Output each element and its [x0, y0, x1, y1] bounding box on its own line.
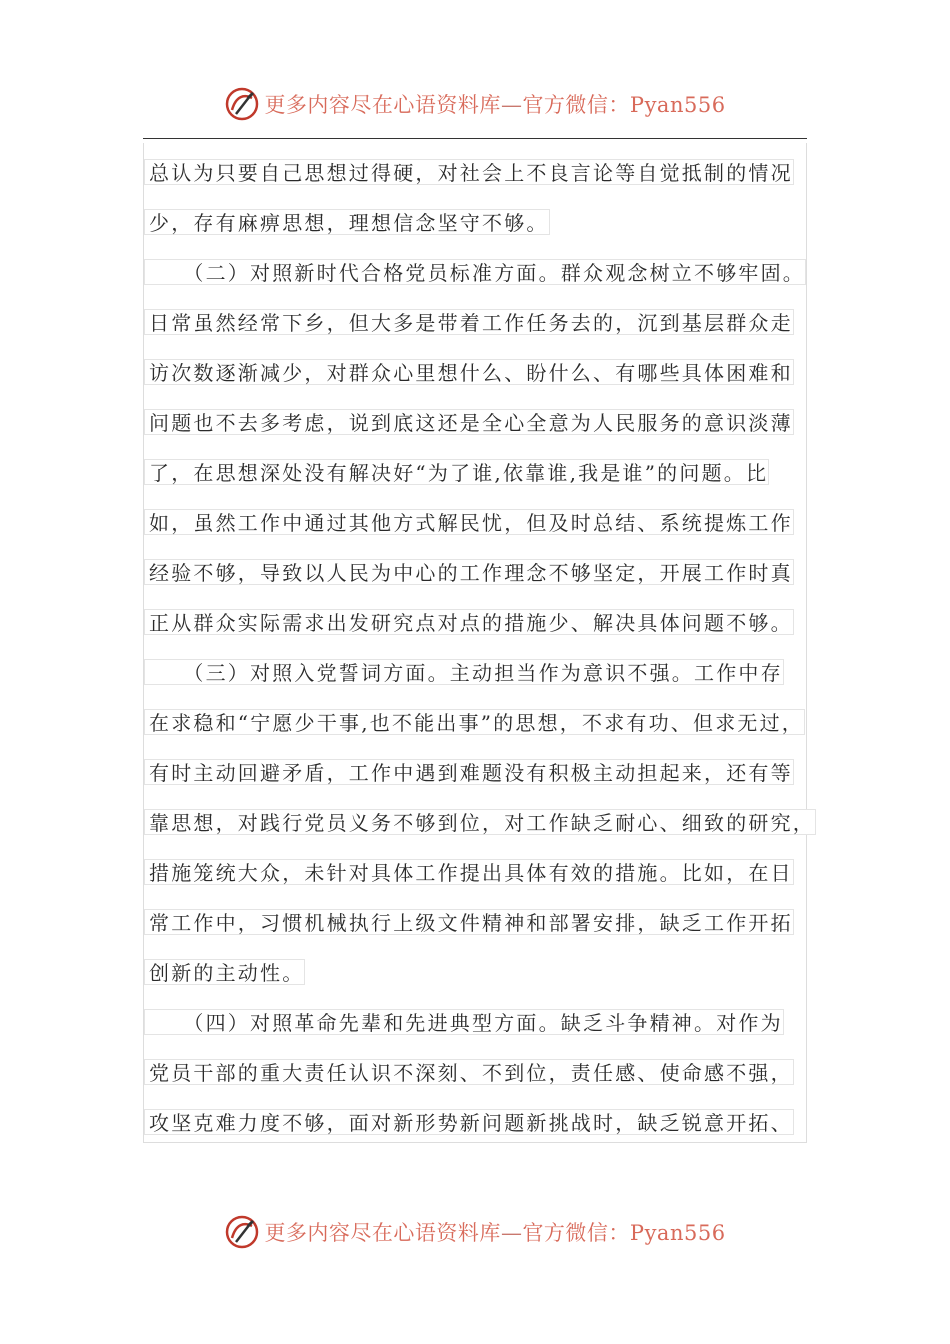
header-rule: [143, 138, 807, 139]
text-line: （四）对照革命先辈和先进典型方面。缺乏斗争精神。对作为: [144, 1009, 784, 1035]
text-line: 措施笼统大众，未针对具体工作提出具体有效的措施。比如，在日: [144, 859, 794, 885]
text-line: 访次数逐渐减少，对群众心里想什么、盼什么、有哪些具体困难和: [144, 359, 794, 385]
text-line: （三）对照入党誓词方面。主动担当作为意识不强。工作中存: [144, 659, 784, 685]
text-line: 攻坚克难力度不够，面对新形势新问题新挑战时，缺乏锐意开拓、: [144, 1109, 794, 1135]
text-line: 党员干部的重大责任认识不深刻、不到位，责任感、使命感不强，: [144, 1059, 794, 1085]
footer-banner-wechat: 官方微信：Pyan556: [522, 1221, 726, 1245]
text-line: 了，在思想深处没有解决好“为了谁,依靠谁,我是谁”的问题。比: [144, 459, 769, 485]
pen-signature-logo-icon: [224, 1214, 260, 1250]
footer-banner: [0, 1212, 950, 1252]
header-banner-wechat: 官方微信：Pyan556: [522, 93, 726, 117]
text-line: 问题也不去多考虑，说到底这还是全心全意为人民服务的意识淡薄: [144, 409, 794, 435]
text-line: 总认为只要自己思想过得硬，对社会上不良言论等自觉抵制的情况: [144, 159, 794, 185]
text-line: 有时主动回避矛盾，工作中遇到难题没有积极主动担起来，还有等: [144, 759, 794, 785]
text-line: 日常虽然经常下乡，但大多是带着工作任务去的，沉到基层群众走: [144, 309, 794, 335]
text-line: 少，存有麻痹思想，理想信念坚守不够。: [144, 209, 550, 235]
text-line: 正从群众实际需求出发研究点对点的措施少、解决具体问题不够。: [144, 609, 794, 635]
text-line: 如，虽然工作中通过其他方式解民忧，但及时总结、系统提炼工作: [144, 509, 794, 535]
text-line: 常工作中，习惯机械执行上级文件精神和部署安排，缺乏工作开拓: [144, 909, 794, 935]
header-banner-main: 更多内容尽在心语资料库: [264, 93, 501, 117]
text-line: 在求稳和“宁愿少干事,也不能出事”的思想，不求有功、但求无过，: [144, 709, 805, 735]
text-line: （二）对照新时代合格党员标准方面。群众观念树立不够牢固。: [144, 259, 806, 285]
text-line: 靠思想，对践行党员义务不够到位，对工作缺乏耐心、细致的研究，: [144, 809, 816, 835]
header-banner-text: [264, 89, 725, 119]
pen-signature-logo-icon: [224, 86, 260, 122]
footer-banner-text: [264, 1217, 725, 1247]
header-banner: [0, 84, 950, 124]
footer-banner-sep: —: [500, 1221, 523, 1245]
text-line: 经验不够，导致以人民为中心的工作理念不够坚定，开展工作时真: [144, 559, 794, 585]
header-banner-sep: —: [500, 93, 523, 117]
document-body: [143, 143, 815, 1143]
text-line: 创新的主动性。: [144, 959, 305, 985]
footer-banner-main: 更多内容尽在心语资料库: [264, 1221, 501, 1245]
